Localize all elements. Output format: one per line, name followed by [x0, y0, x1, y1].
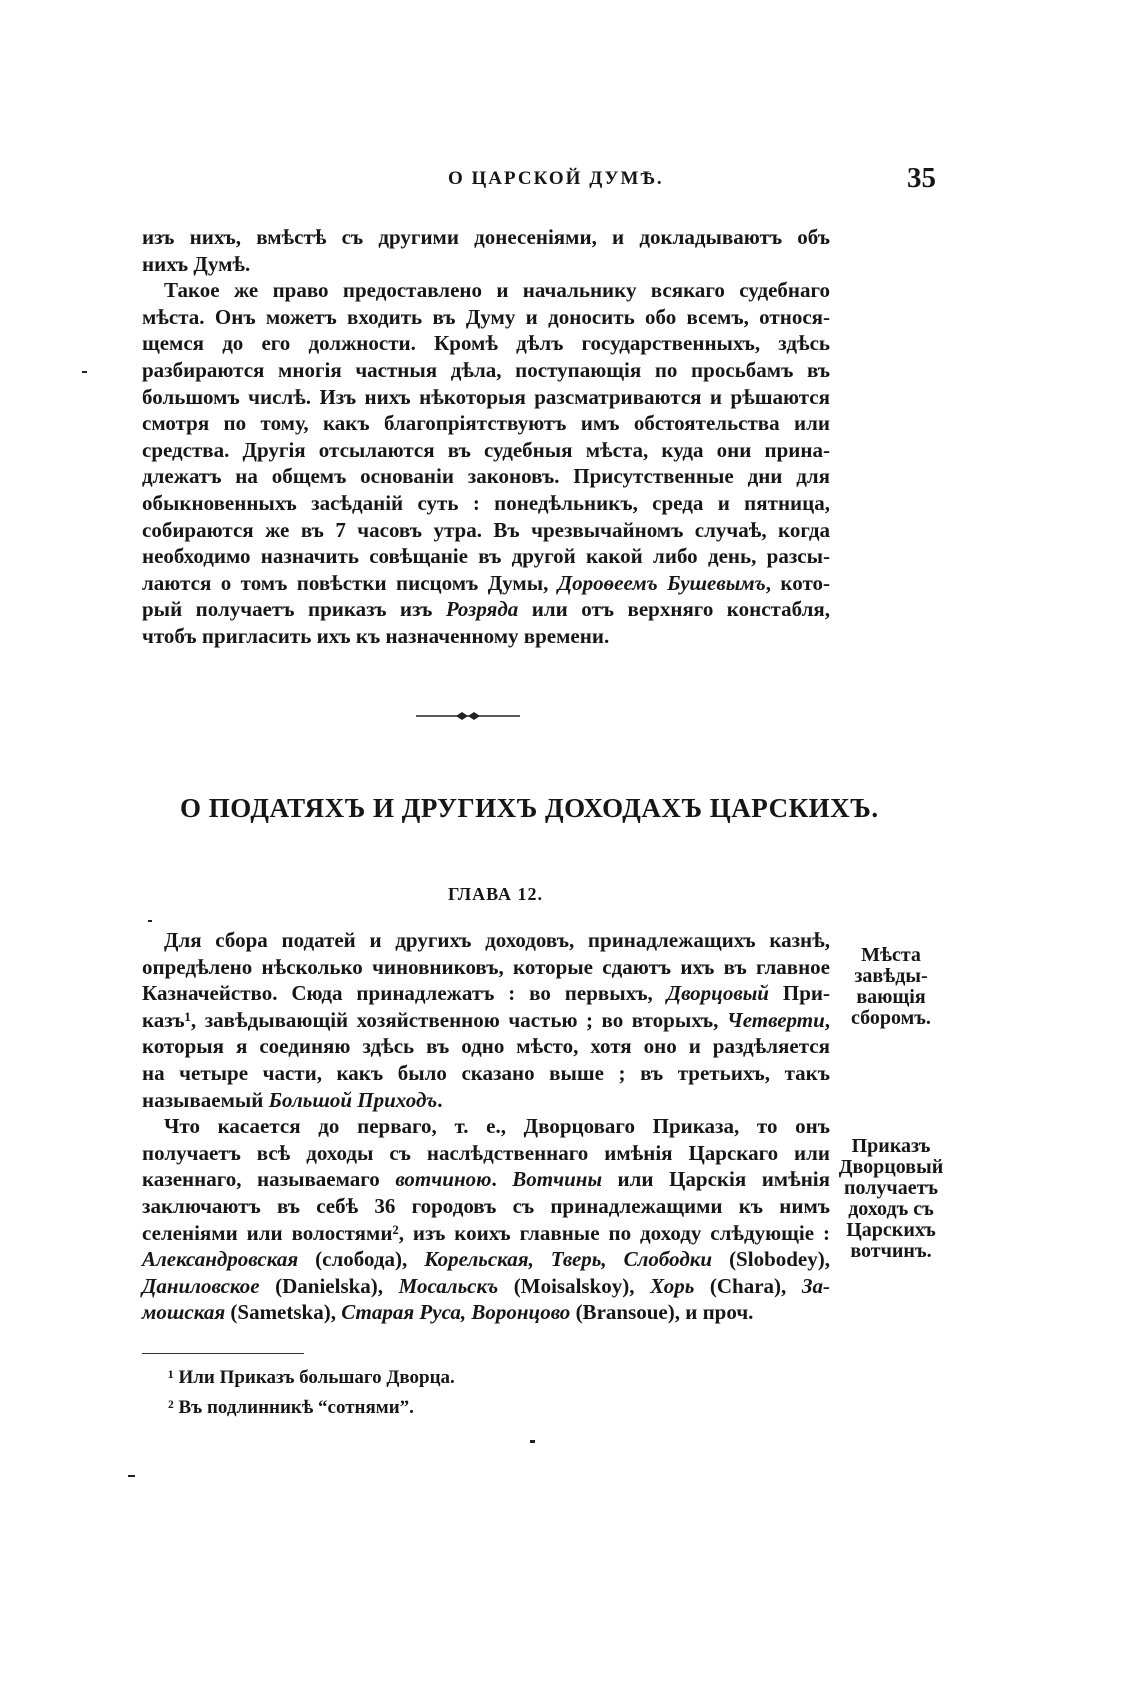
print-speck	[148, 920, 152, 922]
page-number: 35	[907, 162, 936, 194]
italic-name: Розряда	[445, 597, 519, 622]
text-line: чтобъ пригласить ихъ къ назначенному времени.	[142, 623, 610, 648]
print-speck	[128, 1475, 135, 1477]
text-line: большомъ числѣ. Изъ нихъ нѣкоторыя разсматриваются и рѣшаются	[142, 384, 830, 409]
text-run: рый получаетъ приказъ изъ	[142, 597, 433, 622]
text-line	[142, 1299, 830, 1326]
text-line: изъ нихъ, вмѣстѣ съ другими донесеніями, и докладываютъ объ	[142, 225, 830, 249]
text-line: которыя я соединяю здѣсь въ одно мѣсто, хотя оно и раздѣляется	[142, 1034, 830, 1059]
text-run: или отъ верхняго констабля,	[518, 597, 830, 622]
paragraph-section-2	[142, 927, 830, 1326]
text-line: Что касается до перваго, т. е., Дворцоваго Приказа, то онъ	[164, 1114, 830, 1139]
text-run: казеннаго, называемаго	[142, 1167, 380, 1192]
text-line: щемся до его должности. Кромѣ дѣлъ государственныхъ, здѣсь	[142, 331, 830, 356]
italic-name: Дороѳеемъ Бушевымъ	[557, 570, 766, 595]
text-run: (Slobodey),	[712, 1247, 830, 1272]
text-run: , кото-	[765, 570, 830, 595]
text-line: длежатъ на общемъ основаніи законовъ. Присутственные дни для	[142, 464, 830, 489]
italic-name: Старая Руса, Воронцово	[341, 1300, 571, 1325]
text-line	[142, 1166, 830, 1193]
text-run: .	[437, 1087, 443, 1112]
footnote-rule	[142, 1353, 304, 1354]
text-line: заключаютъ въ себѣ 36 городовъ съ принадлежащими къ нимъ	[142, 1193, 830, 1218]
text-run: лаются о томъ повѣстки писцомъ Думы,	[142, 570, 549, 595]
italic-name: вотчиною	[395, 1167, 492, 1192]
italic-name: мошская	[142, 1300, 226, 1325]
text-run: .	[491, 1167, 497, 1192]
text-run: ,	[824, 1007, 831, 1032]
text-line: средства. Другія отсылаются въ судебныя мѣста, куда они прина-	[142, 437, 830, 462]
print-speck	[530, 1440, 535, 1443]
text-line	[142, 1246, 830, 1273]
text-line	[142, 596, 830, 623]
italic-name: Четверти	[726, 1007, 825, 1032]
text-line: разбираются многія частныя дѣла, поступающія по просьбамъ въ	[142, 357, 830, 382]
running-header-title: О ЦАРСКОЙ ДУМѢ.	[448, 168, 664, 189]
text-run: называемый	[142, 1087, 264, 1112]
text-line	[142, 1273, 830, 1300]
chapter-label: ГЛАВА 12.	[448, 884, 544, 904]
text-line: обыкновенныхъ засѣданій суть : понедѣльникъ, среда и пятница,	[142, 490, 830, 515]
footnote: ² Въ подлинникѣ “сотнями”.	[168, 1397, 414, 1418]
text-run: (Bransoue), и проч.	[570, 1300, 754, 1325]
italic-name: Корельская, Тверь, Слободки	[424, 1247, 713, 1272]
text-run: (Sametska),	[225, 1300, 336, 1325]
margin-note: Мѣста завѣды-вающія сборомъ.	[851, 944, 931, 1029]
text-run: (слобода),	[298, 1247, 408, 1272]
text-run: (Moisalskoy),	[498, 1273, 635, 1298]
italic-name: Вотчины	[512, 1167, 603, 1192]
print-speck	[82, 371, 87, 373]
text-line: Такое же право предоставлено и начальнику всякаго судебнаго	[164, 278, 830, 303]
text-line: селеніями или волостями², изъ коихъ главные по доходу слѣдующіе :	[142, 1220, 830, 1245]
text-run: казъ¹, завѣдывающій хозяйственною частью ; во вторыхъ,	[142, 1007, 719, 1032]
text-line: Для сбора податей и другихъ доходовъ, принадлежащихъ казнѣ,	[164, 928, 830, 952]
text-line: необходимо назначить совѣщаніе въ другой какой либо день, разсы-	[142, 544, 830, 569]
text-run: (Danielska),	[259, 1273, 384, 1298]
ornament-divider	[416, 710, 520, 722]
italic-name: За-	[801, 1273, 831, 1298]
italic-name: Хорь	[650, 1273, 695, 1298]
text-line	[142, 980, 830, 1007]
text-line: опредѣлено нѣсколько чиновниковъ, которые сдаютъ ихъ въ главное	[142, 954, 830, 979]
italic-name: Александровская	[142, 1247, 299, 1272]
italic-name: Даниловское	[142, 1273, 260, 1298]
italic-name: Дворцовый	[666, 981, 769, 1006]
text-run: (Chara),	[694, 1273, 787, 1298]
text-run: или Царскія имѣнія	[602, 1167, 831, 1192]
footnote: ¹ Или Приказъ большаго Дворца.	[168, 1367, 455, 1388]
italic-name: Мосальскъ	[398, 1273, 499, 1298]
text-line	[142, 1087, 830, 1114]
text-line: смотря по тому, какъ благопріятствуютъ имъ обстоятельства или	[142, 411, 830, 436]
text-line: получаетъ всѣ доходы съ наслѣдственнаго имѣнія Царскаго или	[142, 1140, 830, 1165]
text-line	[142, 1007, 830, 1034]
text-line: нихъ Думѣ.	[142, 251, 251, 276]
text-line: собираются же въ 7 часовъ утра. Въ чрезвычайномъ случаѣ, когда	[142, 517, 830, 542]
text-line: на четыре части, какъ было сказано выше ; въ третьихъ, такъ	[142, 1060, 830, 1085]
text-run: Казначейство. Сюда принадлежатъ : во первыхъ,	[142, 981, 653, 1006]
italic-name: Большой Приходъ	[268, 1087, 438, 1112]
margin-note: Приказъ Дворцовый получаетъ доходъ съ Царскихъ вотчинъ.	[838, 1135, 944, 1262]
section-title: О ПОДАТЯХЪ И ДРУГИХЪ ДОХОДАХЪ ЦАРСКИХЪ.	[180, 793, 879, 823]
paragraph-section-1	[142, 224, 830, 650]
text-line	[142, 570, 830, 597]
text-line: мѣста. Онъ можетъ входить въ Думу и доносить обо всемъ, относя-	[142, 304, 830, 329]
text-run: При-	[768, 981, 830, 1006]
